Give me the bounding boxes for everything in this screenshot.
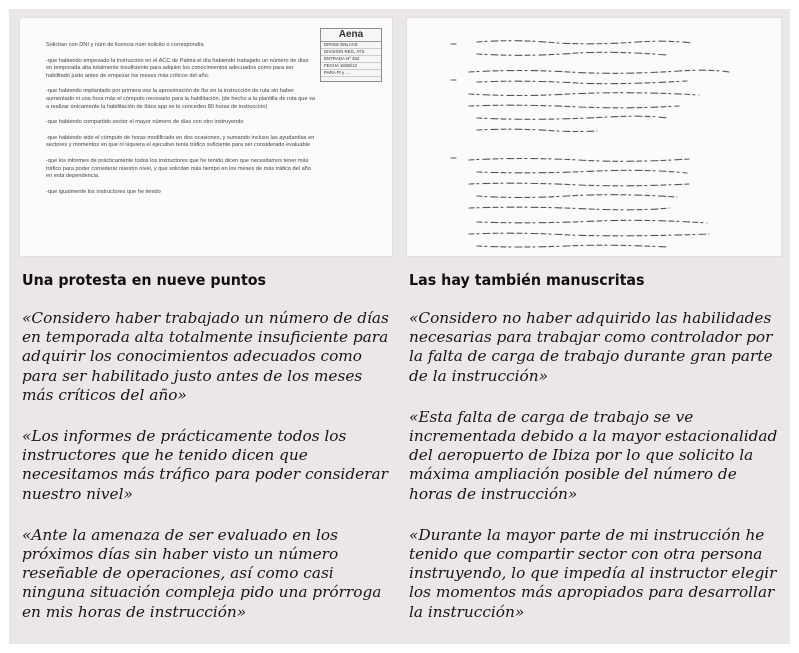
quote: «Los informes de prácticamente todos los instructores que he tenido dicen que necesitamos más tráfico para poder considerar nuestro nivel»: [22, 427, 388, 503]
article-panel: [9, 9, 790, 644]
document-paragraph: -que habiendo sido el cómputo de horas modificado en dos ocasiones, y sumando incluso las ayudantías en sectores y momentos en que ni siquiera el ejecutivo tenía tráfico suficiente para ser considerado evaluable: [46, 134, 315, 149]
stamp-line: PARA PI y ...: [321, 70, 381, 77]
stamp-title: Aena: [321, 29, 381, 42]
typed-document-text: [46, 42, 316, 204]
typed-document-scan: [20, 18, 392, 256]
quote: «Ante la amenaza de ser evaluado en los próximos días sin haber visto un número reseñable de operaciones, así como casi ninguna situación compleja pido una prórroga en mis horas de instrucción»: [22, 525, 382, 621]
document-paragraph: -que igualmente los instructores que he tenido: [46, 188, 161, 195]
handwritten-document-scan: [407, 18, 781, 256]
left-quotes: [22, 309, 392, 644]
document-paragraph: -que los informes de prácticamente todos los instructores que he tenido dicen que necesitamos tener más tráfico para poder considerar nuestro nivel, y que solicitan más tiempo en los meses de más tráfico del año en esta dependencia.: [46, 157, 311, 180]
stamp-line: ENTRADA Nº 452: [321, 56, 381, 63]
document-paragraph: Solicitan con DNI y núm de licencia núm solicito o correspondía: [46, 42, 204, 48]
document-paragraph: -que habiendo compartido sector el mayor número de días con otro instruyendo: [46, 119, 244, 126]
quote: «Esta falta de carga de trabajo se ve incrementada debido a la mayor estacionalidad del aeropuerto de Ibiza por lo que solicito la máxima ampliación posible del número de horas de instrucción»: [409, 407, 778, 503]
quote: «Durante la mayor parte de mi instrucción he tenido que compartir sector con otra persona instruyendo, lo que impedía al instructor elegir los momentos más apropiados para desarrollar la instrucción»: [409, 525, 777, 621]
document-paragraph: -que habiendo implantado por primera vez la aproximación de Ibz en la instrucción de ruta sin haber aumentado ni una hora más el cómputo necesario para la habilitación. (de hecho a la plantilla de ruta que va a realizar únicamente la habilitación de Ibiza app se le conceden 80 horas de instrucción): [46, 88, 315, 110]
stamp-line: FECHA 18/06/12: [321, 63, 381, 70]
right-quotes: [409, 309, 781, 644]
right-heading: Las hay también manuscritas: [409, 271, 645, 289]
left-heading: Una protesta en nueve puntos: [22, 271, 267, 289]
document-paragraph: -que habiendo empezado la instrucción en el ACC de Palma el día habiendo trabajado un número de días en temporada alta totalmente insuficiente para adquirir los conocimientos adecuados como para ser habilitado justo antes de empezar los meses más críticos del año.: [46, 57, 309, 79]
registry-stamp: [320, 28, 382, 82]
quote: «Considero haber trabajado un número de días en temporada alta totalmente insuficiente para adquirir los conocimientos adecuados como para ser habilitado justo antes de los meses más críticos del año»: [22, 309, 389, 404]
stamp-line: DIVISION REG. ATS: [321, 49, 381, 56]
quote: «Considero no haber adquirido las habilidades necesarias para trabajar como controlador por la falta de carga de trabajo durante gran parte de la instrucción»: [409, 309, 773, 385]
handwriting-scribble: [407, 18, 781, 256]
stamp-line: DIRIGE ENLACE: [321, 42, 381, 49]
